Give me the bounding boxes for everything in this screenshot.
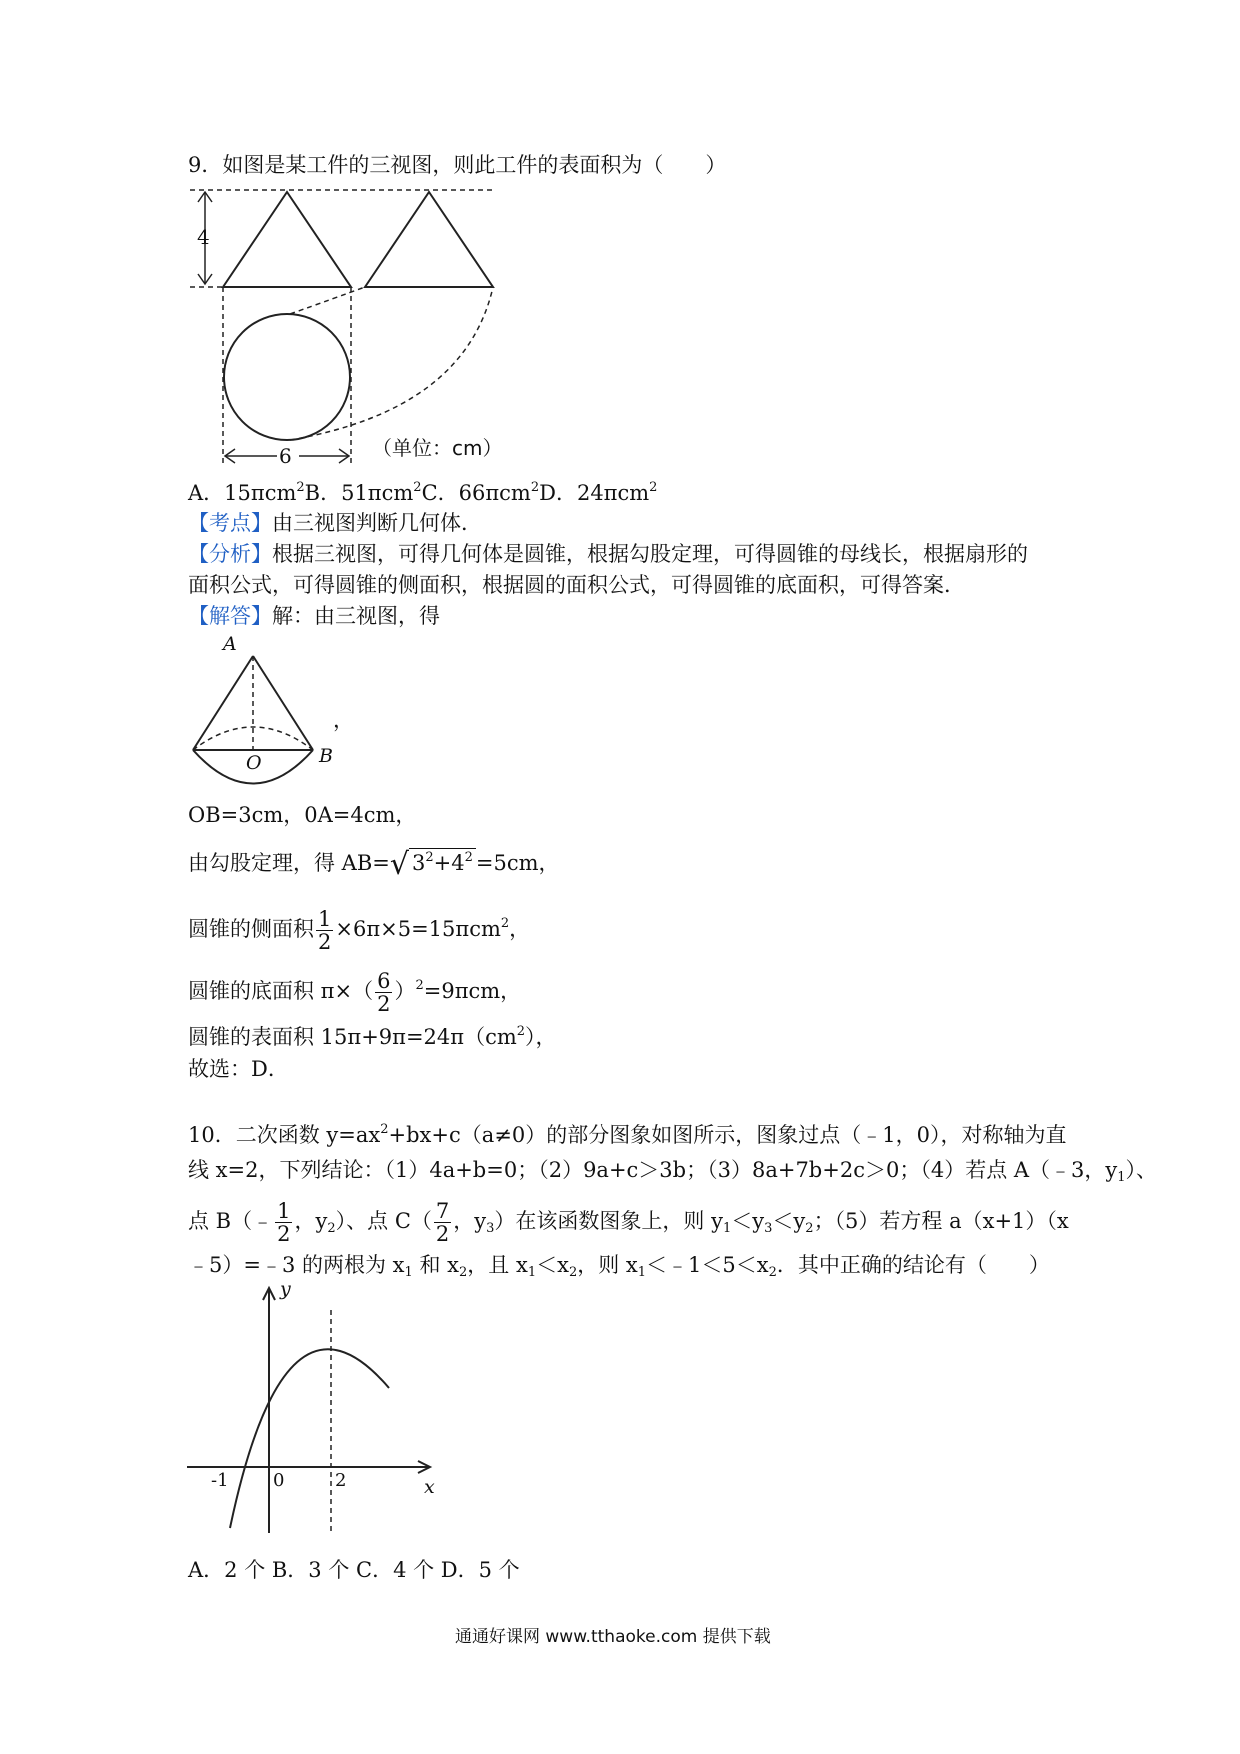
kaodian-text: 由三视图判断几何体． [272, 511, 482, 535]
cone-label-o: O [246, 752, 262, 774]
q10-line2: 线 x=2，下列结论：（1）4a+b=0；（2）9a+c＞3b；（3）8a+7b+2c＞0；（4）若点 A（﹣3，$y_1$）、 [188, 1158, 1158, 1185]
step-1: OB=3cm，0A=4cm， [188, 803, 417, 827]
y-axis-label: y [280, 1278, 291, 1300]
fraction-one-half: $\frac{1}{2}$ [318, 907, 332, 954]
option-a: A．15πcm [188, 481, 297, 505]
jieda [188, 601, 440, 631]
option-b: B．51πcm [304, 481, 414, 505]
q9-options: A．15πcm$^2$B．51πcm$^2$C．66πcm$^2$D．24πcm$^2$ [188, 480, 658, 505]
step-6: 故选：D． [188, 1057, 289, 1081]
fraction-six-halves: $\frac{6}{2}$ [377, 969, 391, 1016]
kaodian-tag: 【考点】 [188, 511, 272, 535]
unit-note: （单位：cm） [372, 436, 503, 460]
cone-label-a: A [223, 633, 237, 655]
cone-comma: ， [333, 708, 354, 732]
step-2: 由勾股定理，得 AB=√ $3^2+4^2 =5cm$， [188, 847, 560, 882]
dim-width-label: 6 [279, 444, 292, 468]
q10-line4: ﹣5）=﹣3 的两根为 $x_1$ 和 $x_2$，且 $x_1<x_2$，则 $x_1<﹣1<5<x_2$．其中正确的结论有（ ） [188, 1253, 1050, 1280]
three-view-figure [185, 180, 515, 470]
page-footer[interactable]: 通通好课网 www.tthaoke.com 提供下载 [455, 1627, 771, 1647]
q10-line3: 点 B（﹣ $\frac{1}{2}$ ，$y_2$）、点 C（ $\frac{7}{2}$ ，$y_3$）在该函数图象上，则 $y_1<y_3<y_2$；（5）若方程 a（x+1）（x [188, 1199, 1069, 1246]
jieda-text: 解：由三视图，得 [272, 604, 440, 628]
tick-2: 2 [335, 1470, 347, 1491]
fenxi [188, 539, 1028, 569]
parabola-graph [185, 1280, 445, 1540]
step-5: 圆锥的表面积 $15\pi+9\pi=24\pi(cm^2)$， [188, 1024, 557, 1049]
step-3: 圆锥的侧面积 $\frac{1}{2}$ ×6π×5=15πcm$^2$， [188, 907, 531, 954]
fenxi-tag: 【分析】 [188, 542, 272, 566]
fenxi-line1: 根据三视图，可得几何体是圆锥，根据勾股定理，可得圆锥的母线长，根据扇形的 [272, 542, 1028, 566]
q10-line1: 10．二次函数 $y=ax^2+bx+c(a\ne 0)$的部分图象如图所示，图象过点（﹣1，0），对称轴为直 [188, 1122, 1067, 1147]
option-c: C．66πcm [421, 481, 531, 505]
kaodian [188, 508, 482, 538]
jieda-tag: 【解答】 [188, 604, 272, 628]
dim-height-label: 4 [197, 225, 210, 249]
tick-minus1: -1 [211, 1470, 229, 1491]
q9-stem: 9．如图是某工件的三视图，则此工件的表面积为（ ） [188, 153, 727, 177]
option-d: D．24πcm [539, 481, 650, 505]
step-4: 圆锥的底面积 π×（ $\frac{6}{2}$ ）$^2$=9πcm， [188, 969, 522, 1016]
cone-label-b: B [319, 745, 333, 767]
x-axis-label: x [424, 1476, 435, 1498]
q10-options: A．2 个 B．3 个 C．4 个 D．5 个 [188, 1558, 520, 1582]
fenxi-line2: 面积公式，可得圆锥的侧面积，根据圆的面积公式，可得圆锥的底面积，可得答案． [188, 573, 965, 597]
tick-0: 0 [273, 1470, 285, 1491]
